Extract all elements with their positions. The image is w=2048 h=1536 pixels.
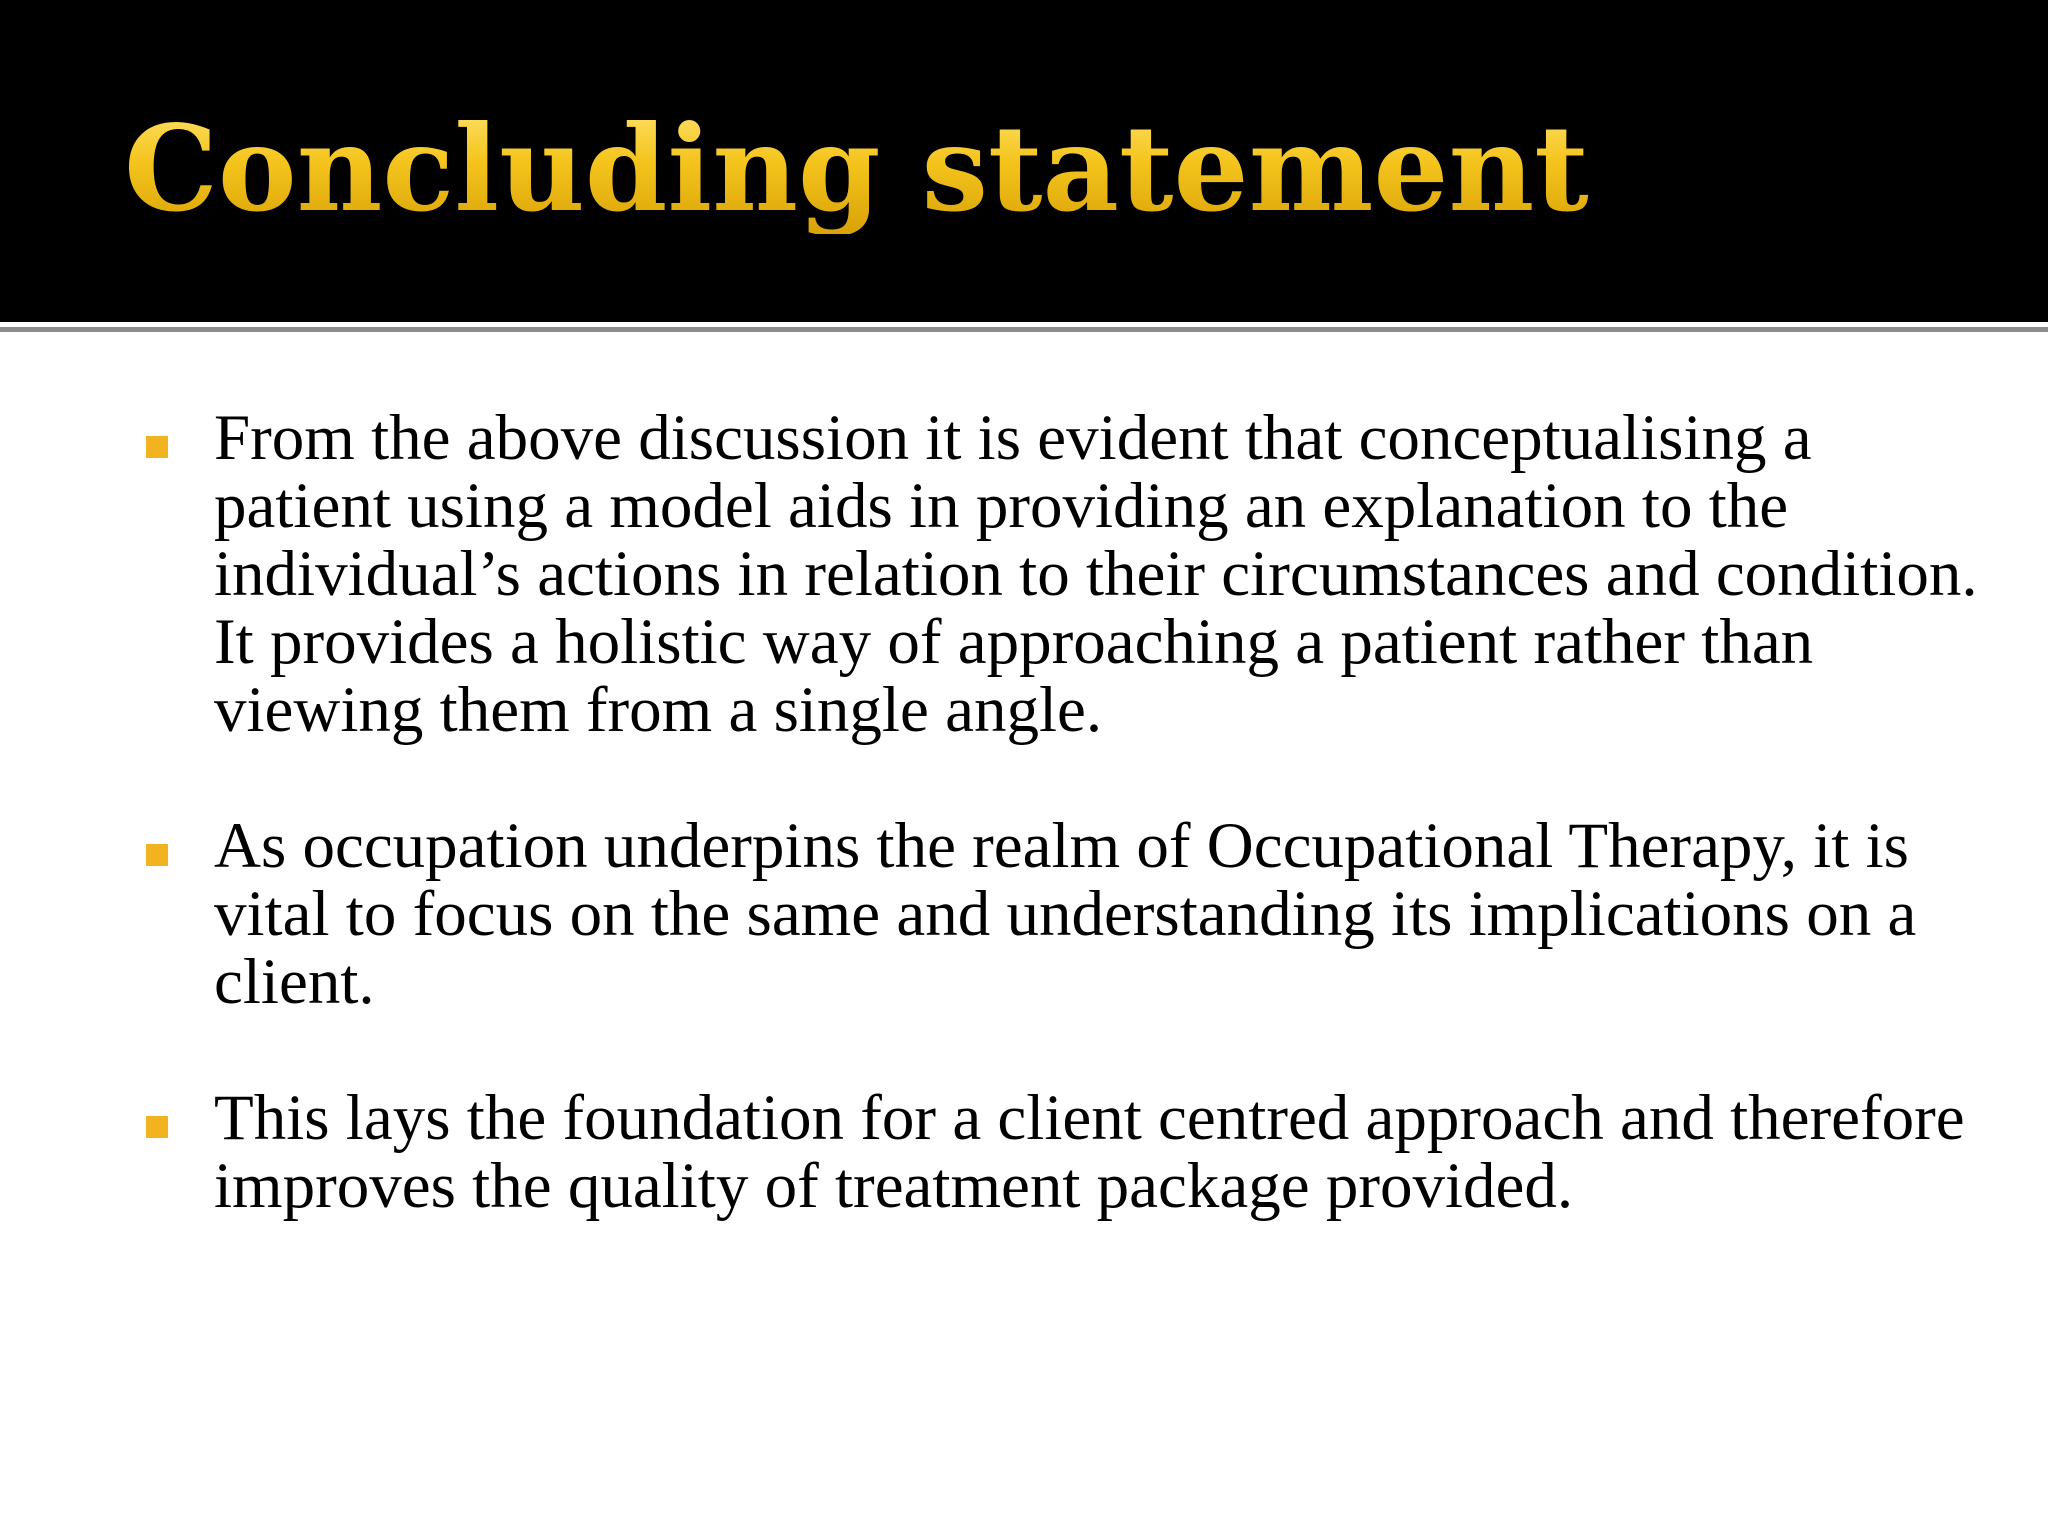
slide-title: Concluding statement <box>124 99 1589 238</box>
square-bullet-icon <box>146 436 168 458</box>
bullet-list <box>0 404 2048 1288</box>
title-bar <box>0 0 2048 322</box>
bullet-text: As occupation underpins the realm of Occupational Therapy, it is vital to focus on the same and understanding its implications on a client. <box>214 810 1917 1018</box>
bullet-item <box>0 404 2048 744</box>
bullet-text: From the above discussion it is evident that conceptualising a patient using a model aids in providing an explanation to the individual’s actions in relation to their circumstances and condition. It provides a holistic way of approaching a patient rather than viewing them from a single angle. <box>214 402 1978 746</box>
bullet-item <box>0 812 2048 1016</box>
bullet-text: This lays the foundation for a client centred approach and therefore improves the quality of treatment package provided. <box>214 1082 1965 1222</box>
title-separator-line <box>0 327 2048 332</box>
bullet-item <box>0 1084 2048 1220</box>
square-bullet-icon <box>146 1116 168 1138</box>
square-bullet-icon <box>146 844 168 866</box>
